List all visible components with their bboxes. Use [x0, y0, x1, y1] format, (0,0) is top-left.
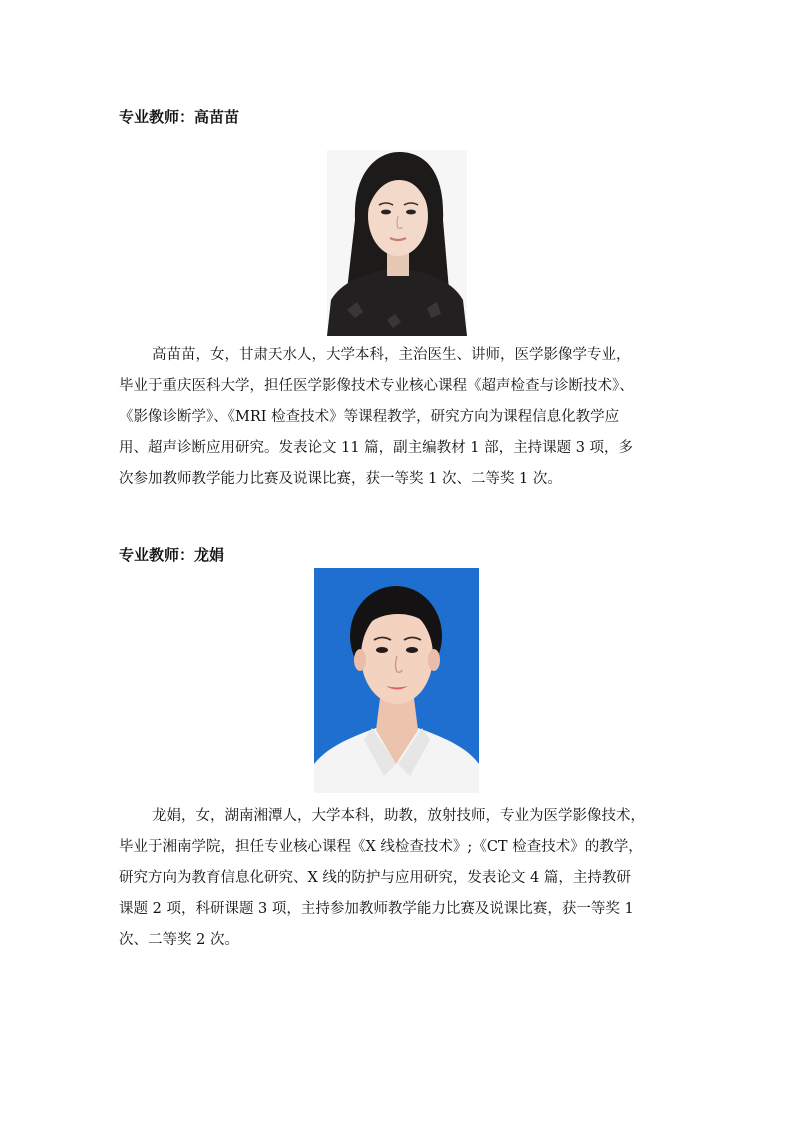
- bio-line: 课题 2 项，科研课题 3 项，主持参加教师教学能力比赛及说课比赛，获一等奖 1: [119, 901, 634, 917]
- bio-line: 用、超声诊断应用研究。发表论文 11 篇，副主编教材 1 部，主持课题 3 项，多: [119, 440, 634, 456]
- bio-line: 高苗苗，女，甘肃天水人，大学本科，主治医生、讲师，医学影像学专业，: [152, 347, 631, 363]
- bio-line: 毕业于重庆医科大学，担任医学影像技术专业核心课程《超声检查与诊断技术》、: [119, 378, 634, 394]
- teacher-2-bio: [119, 801, 675, 956]
- teacher-2-photo: [314, 568, 479, 793]
- bio-line: 毕业于湘南学院，担任专业核心课程《X 线检查技术》;《CT 检查技术》的教学，: [119, 839, 643, 855]
- teacher-1-heading: 专业教师：高苗苗: [119, 108, 240, 126]
- teacher-1-bio: [119, 340, 675, 495]
- portrait-photo-icon: [314, 568, 479, 793]
- teacher-2-heading: 专业教师：龙娟: [119, 546, 225, 564]
- bio-line: 龙娟，女，湖南湘潭人，大学本科，助教，放射技师，专业为医学影像技术，: [152, 808, 645, 824]
- bio-line: 《影像诊断学》、《MRI 检查技术》等课程教学，研究方向为课程信息化教学应: [119, 409, 620, 425]
- teacher-1-photo: [327, 150, 467, 336]
- bio-line: 次、二等奖 2 次。: [119, 932, 239, 948]
- bio-line: 次参加教师教学能力比赛及说课比赛，获一等奖 1 次、二等奖 1 次。: [119, 471, 562, 487]
- bio-line: 研究方向为教育信息化研究、X 线的防护与应用研究，发表论文 4 篇，主持教研: [119, 870, 631, 886]
- portrait-photo-icon: [327, 150, 467, 336]
